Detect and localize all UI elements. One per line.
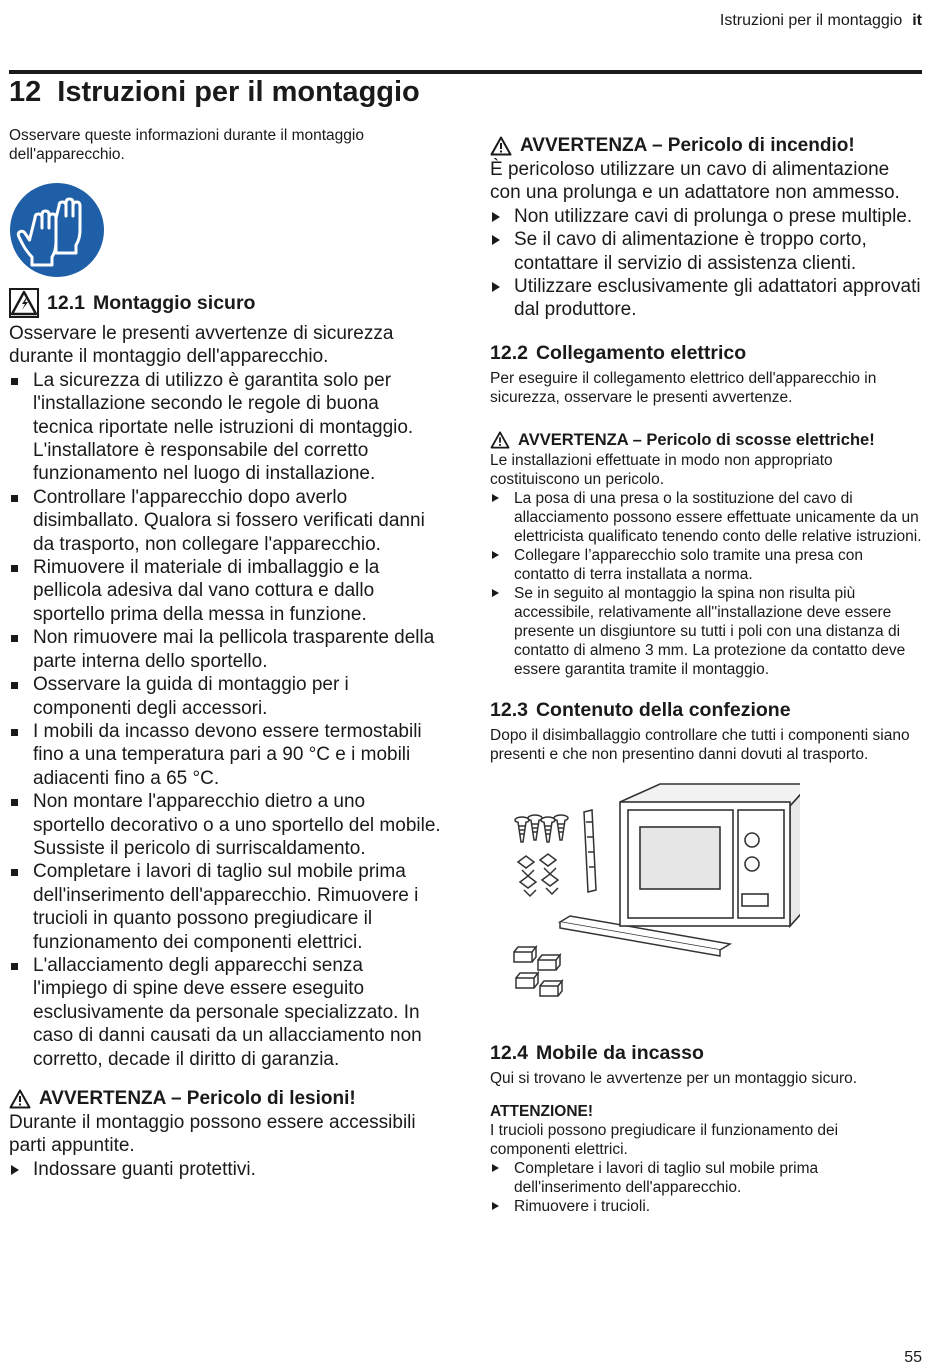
list-item: Non montare l'apparecchio dietro a uno sportello decorativo o a uno sportello del mobile. Sussiste il pericolo di surriscaldamento. xyxy=(9,790,441,860)
list-item: I mobili da incasso devono essere termostabili fino a una temperatura pari a 90 °C e i mobili adiacenti fino a 65 °C. xyxy=(9,720,441,790)
shock-warning-title xyxy=(490,429,922,451)
attention-steps xyxy=(490,1159,922,1216)
warning-text: Le installazioni effettuate in modo non appropriato costituiscono un pericolo. xyxy=(490,451,833,488)
warning-title-text: AVVERTENZA – Pericolo di lesioni! xyxy=(39,1088,356,1109)
section-number: 12.1 xyxy=(47,291,85,314)
step-item: Non utilizzare cavi di prolunga o prese multiple. xyxy=(490,205,922,228)
running-header xyxy=(720,12,922,30)
step-item: La posa di una presa o la sostituzione del cavo di allacciamento possono essere effettuate unicamente da un elettricista qualificato tenendo conto delle relative istruzioni. xyxy=(490,489,922,546)
list-item: Rimuovere il materiale di imballaggio e la pellicola adesiva dal vano cottura e dallo sportello prima della messa in funzione. xyxy=(9,556,441,626)
step-item: Utilizzare esclusivamente gli adattatori approvati dal produttore. xyxy=(490,275,922,322)
step-item: Se in seguito al montaggio la spina non risulta più accessibile, relativamente all''installazione deve essere presente un disgiuntore su tutti i poli con una distanza di contatto di almeno 3 mm. La protezione da contatto deve essere garantita tramite il montaggio. xyxy=(490,584,922,679)
warning-steps xyxy=(9,1158,441,1181)
protective-gloves-icon xyxy=(9,182,105,278)
step-item: Completare i lavori di taglio sul mobile prima dell'inserimento dell'apparecchio. xyxy=(490,1159,922,1197)
chapter-number: 12 xyxy=(9,76,42,108)
attention-title: ATTENZIONE! xyxy=(490,1102,594,1120)
section-12-4-heading xyxy=(490,1042,922,1065)
injury-warning-title xyxy=(9,1087,441,1111)
warning-triangle-icon xyxy=(490,431,510,449)
section-12-3-heading xyxy=(490,699,922,722)
step-item: Rimuovere i trucioli. xyxy=(490,1197,922,1216)
list-item: Completare i lavori di taglio sul mobile prima dell'inserimento dell'apparecchio. Rimuovere i trucioli in quanto possono pregiudicare il funzionamento dei componenti elettrici. xyxy=(9,860,441,954)
section-12-2-heading xyxy=(490,342,922,365)
warning-title-text: AVVERTENZA – Pericolo di scosse elettriche! xyxy=(518,430,875,449)
section-intro: Osservare le presenti avvertenze di sicurezza durante il montaggio dell'apparecchio. xyxy=(9,323,394,368)
warning-steps xyxy=(490,205,922,322)
section-number: 12.4 xyxy=(490,1041,528,1064)
warning-text: È pericoloso utilizzare un cavo di alimentazione con una prolunga e un adattatore non ammesso. xyxy=(490,159,900,204)
list-item: Non rimuovere mai la pellicola trasparente della parte interna dello sportello. xyxy=(9,626,441,673)
page-number: 55 xyxy=(904,1349,922,1366)
warning-triangle-icon xyxy=(490,136,512,156)
section-title: Montaggio sicuro xyxy=(92,291,256,314)
left-column xyxy=(9,126,441,1181)
list-item: Osservare la guida di montaggio per i componenti degli accessori. xyxy=(9,673,441,720)
section-number: 12.2 xyxy=(490,341,528,364)
section-intro: Dopo il disimballaggio controllare che tutti i componenti siano presenti e che non presentino danni dovuti al trasporto. xyxy=(490,726,910,763)
section-title: Contenuto della confezione xyxy=(535,698,791,721)
section-intro: Qui si trovano le avvertenze per un montaggio sicuro. xyxy=(490,1069,858,1087)
chapter-title-text: Istruzioni per il montaggio xyxy=(57,76,420,108)
chapter-rule xyxy=(9,70,922,74)
section-number: 12.3 xyxy=(490,698,528,721)
section-intro: Per eseguire il collegamento elettrico dell'apparecchio in sicurezza, osservare le presenti avvertenze. xyxy=(490,369,877,406)
step-item: Collegare l’apparecchio solo tramite una presa con contatto di terra installata a norma. xyxy=(490,546,922,584)
warning-steps xyxy=(490,489,922,679)
right-column xyxy=(490,134,922,1216)
package-contents-illustration xyxy=(490,782,800,1012)
warning-title-text: AVVERTENZA – Pericolo di incendio! xyxy=(520,135,855,156)
attention-text: I trucioli possono pregiudicare il funzionamento dei componenti elettrici. xyxy=(490,1121,839,1158)
chapter-intro: Osservare queste informazioni durante il montaggio dell'apparecchio. xyxy=(9,127,364,163)
warning-triangle-icon xyxy=(9,1089,31,1109)
list-item: La sicurezza di utilizzo è garantita solo per l'installazione secondo le regole di buona tecnica riportate nelle istruzioni di montaggio. L'installatore è responsabile del corretto funzionamento nel luogo di installazione. xyxy=(9,369,441,486)
list-item: Controllare l'apparecchio dopo averlo disimballato. Qualora si fossero verificati danni da trasporto, non collegare l'apparecchio. xyxy=(9,486,441,556)
running-title: Istruzioni per il montaggio xyxy=(719,12,903,29)
section-title: Mobile da incasso xyxy=(535,1041,704,1064)
electric-shock-icon xyxy=(9,288,39,318)
language-code: it xyxy=(912,12,922,29)
list-item: L'allacciamento degli apparecchi senza l'impiego di spine deve essere eseguito esclusivamente da personale specializzato. In caso di danni causati da un allacciamento non corretto, decade il diritto di garanzia. xyxy=(9,954,441,1071)
step-item: Indossare guanti protettivi. xyxy=(9,1158,441,1181)
section-title: Collegamento elettrico xyxy=(535,341,747,364)
safety-list xyxy=(9,369,441,1071)
chapter-title xyxy=(9,76,420,109)
warning-text: Durante il montaggio possono essere accessibili parti appuntite. xyxy=(9,1112,416,1157)
section-12-1-heading xyxy=(9,288,441,318)
fire-warning-title xyxy=(490,134,922,158)
step-item: Se il cavo di alimentazione è troppo corto, contattare il servizio di assistenza clienti. xyxy=(490,228,922,275)
